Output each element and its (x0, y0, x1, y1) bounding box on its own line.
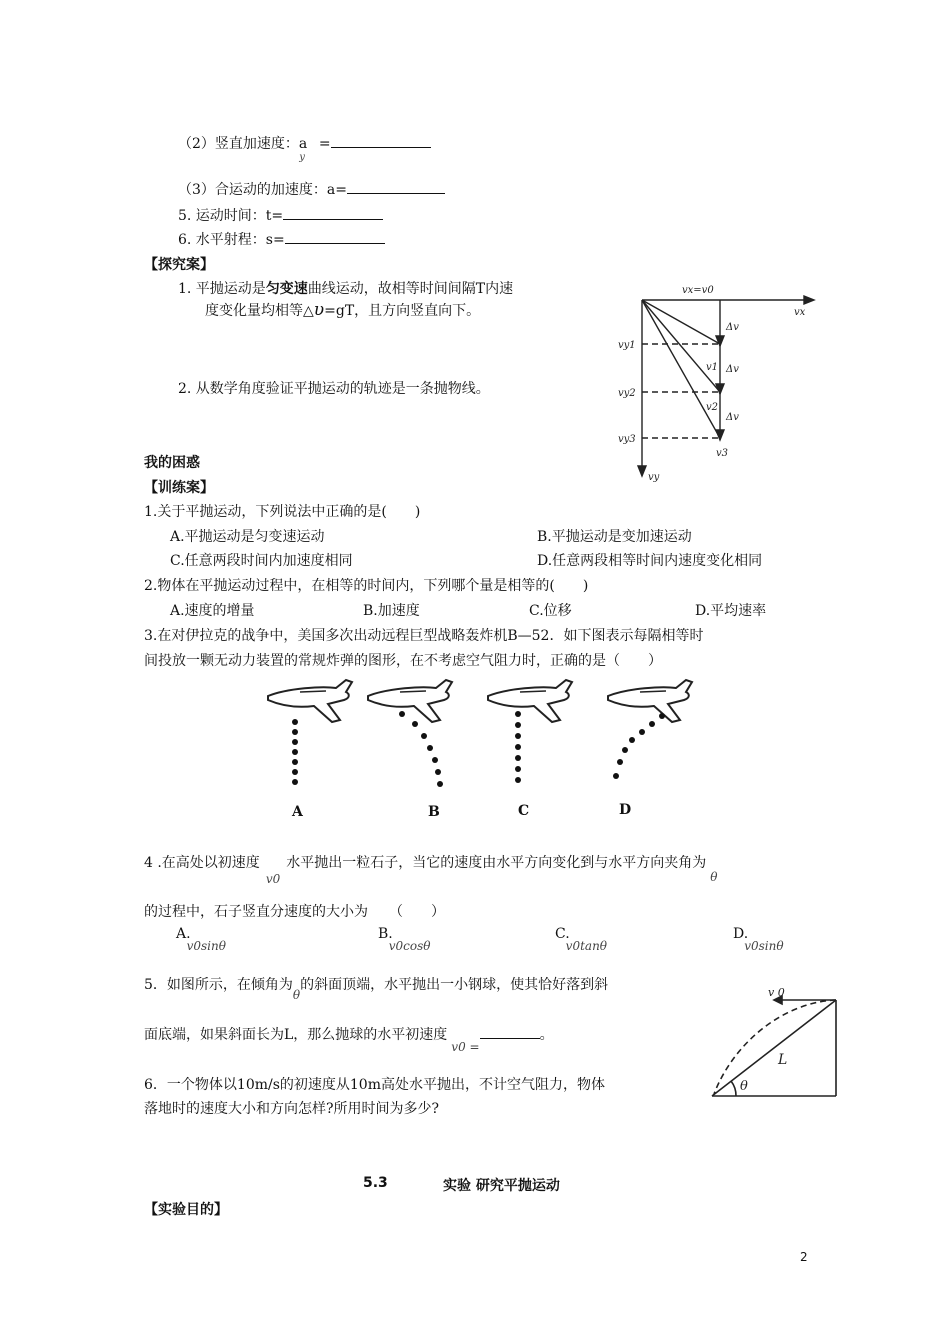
incline-L-label: L (778, 1052, 788, 1068)
q4-option-b[interactable]: B.v0cosθ (378, 926, 431, 953)
v3-label: v3 (716, 448, 729, 459)
plane-label-d[interactable]: D (619, 802, 632, 818)
vy-axis-label: vy (648, 472, 660, 483)
incline-v0-label: v 0 (768, 986, 785, 999)
q1-stem: 1.关于平抛运动，下列说法中正确的是( ) (144, 504, 421, 520)
q6-stem-line2: 落地时的速度大小和方向怎样?所用时间为多少? (144, 1101, 440, 1117)
explore-p2: 2. 从数学角度验证平抛运动的轨迹是一条抛物线。 (178, 381, 490, 397)
q1-option-b[interactable]: B.平抛运动是变加速运动 (537, 529, 692, 545)
q3-stem-line2: 间投放一颗无动力装置的常规炸弹的图形，在不考虑空气阻力时，正确的是（ ） (144, 653, 662, 669)
incline-figure (704, 982, 844, 1102)
answer-blank[interactable] (347, 181, 445, 194)
dv-label-1: Δv (726, 322, 739, 333)
vy2-label: vy2 (618, 388, 636, 399)
incline-theta-label: θ (740, 1079, 748, 1094)
q2-option-c[interactable]: C.位移 (529, 603, 572, 619)
q4-option-a[interactable]: A.v0sinθ (176, 926, 226, 953)
section-number: 5.3 (363, 1175, 388, 1191)
answer-blank[interactable] (283, 207, 383, 220)
bomber-options-figure (250, 672, 700, 822)
page-number: 2 (800, 1250, 808, 1264)
item-vertical-acceleration: （2）竖直加速度：$a_y=$ (178, 133, 431, 153)
vx-axis-label: vx (794, 307, 806, 318)
q4-stem-line2: 的过程中，石子竖直分速度的大小为 （ ） (144, 904, 445, 920)
v1-label: v1 (706, 362, 719, 373)
plane-b (368, 680, 452, 787)
q2-option-d[interactable]: D.平均速率 (695, 603, 767, 619)
q1-option-d[interactable]: D.任意两段相等时间内速度变化相同 (537, 553, 763, 569)
q5-stem-line1: 5．如图所示，在倾角为θ的斜面顶端，水平抛出一小钢球，使其恰好落到斜 (144, 977, 609, 1002)
answer-blank[interactable] (285, 231, 385, 244)
dv-label-3: Δv (726, 412, 739, 423)
vy3-label: vy3 (618, 434, 636, 445)
vy1-label: vy1 (618, 340, 636, 351)
q4-option-d[interactable]: D.v0sinθ (733, 926, 784, 953)
purpose-heading: 【实验目的】 (144, 1202, 228, 1218)
q4-option-c[interactable]: C.v0tanθ (555, 926, 608, 953)
section-title: 实验 研究平抛运动 (443, 1178, 560, 1194)
item-horizontal-range: 6. 水平射程：s= (178, 229, 385, 249)
training-heading: 【训练案】 (144, 480, 214, 496)
q5-stem-line2: 面底端，如果斜面长为L，那么抛球的水平初速度v0 =。 (144, 1027, 554, 1054)
q1-option-c[interactable]: C.任意两段时间内加速度相同 (170, 553, 353, 569)
v2-label: v2 (706, 402, 719, 413)
q2-stem: 2.物体在平抛运动过程中，在相等的时间内，下列哪个量是相等的( ) (144, 578, 589, 594)
velocity-decomposition-figure (612, 278, 832, 488)
item-motion-time: 5. 运动时间：t= (178, 205, 383, 225)
vx-v0-label: vx=v0 (682, 285, 714, 296)
plane-label-b[interactable]: B (428, 804, 440, 820)
dv-label-2: Δv (726, 364, 739, 375)
explore-p1-line1: 1. 平抛运动是匀变速曲线运动，故相等时间间隔T内速 (178, 281, 514, 297)
explore-heading: 【探究案】 (144, 257, 214, 273)
q1-option-a[interactable]: A.平抛运动是匀变速运动 (170, 529, 325, 545)
answer-blank[interactable] (331, 135, 431, 148)
q4-stem-line1: 4 .在高处以初速度v0水平抛出一粒石子，当它的速度由水平方向变化到与水平方向夹角为θ (144, 855, 718, 886)
q2-option-b[interactable]: B.加速度 (363, 603, 420, 619)
confusion-heading: 我的困惑 (144, 455, 200, 471)
q6-stem-line1: 6．一个物体以10m/s的初速度从10m高处水平抛出，不计空气阻力，物体 (144, 1077, 605, 1093)
plane-label-a[interactable]: A (292, 804, 303, 820)
q2-option-a[interactable]: A.速度的增量 (170, 603, 255, 619)
item-total-acceleration: （3）合运动的加速度：a= (178, 179, 445, 199)
q3-stem-line1: 3.在对伊拉克的战争中，美国多次出动远程巨型战略轰炸机B—52．如下图表示每隔相等时 (144, 628, 704, 644)
q5-answer-blank[interactable] (480, 1026, 540, 1039)
plane-c (488, 680, 572, 783)
plane-d (608, 680, 692, 779)
plane-a (268, 680, 352, 785)
plane-label-c[interactable]: C (518, 803, 530, 819)
explore-p1-line2: 度变化量均相等△υ=gT，且方向竖直向下。 (205, 300, 481, 320)
